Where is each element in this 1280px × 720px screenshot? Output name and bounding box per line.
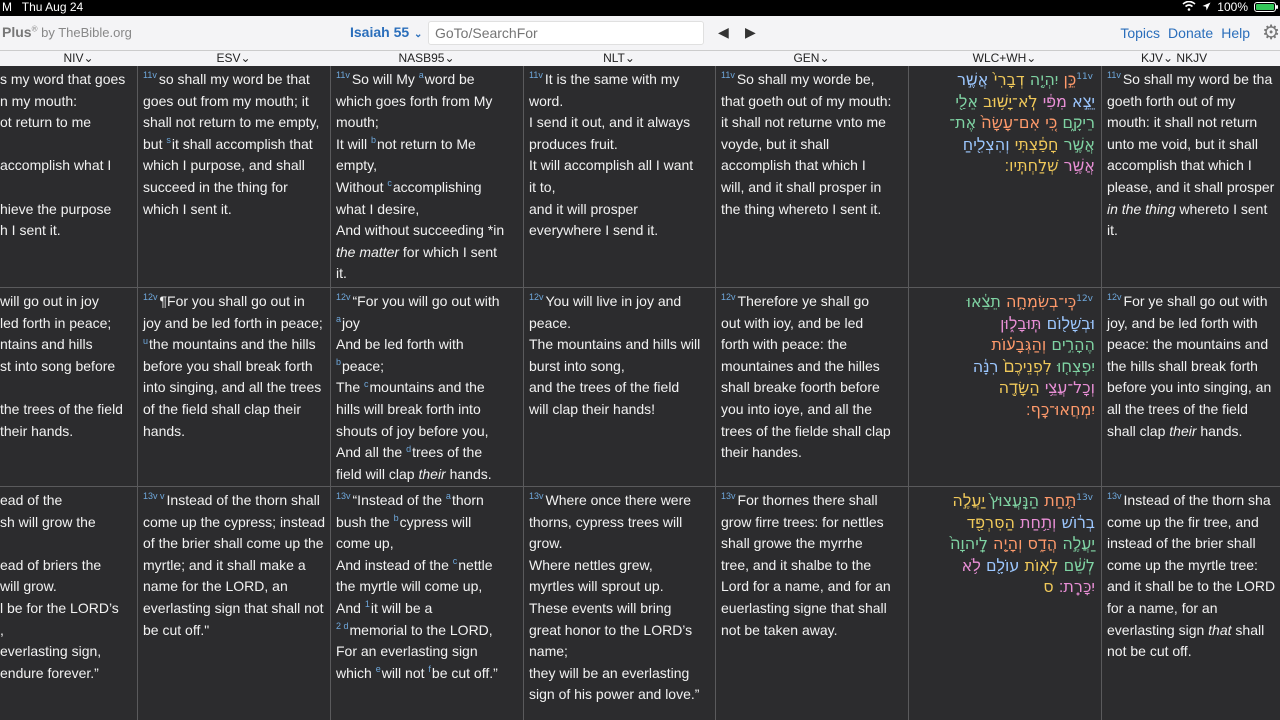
hebrew-word[interactable]: לַֽיהוָה֙ bbox=[950, 534, 988, 554]
verse-line: which $^e$will not $^f$be cut off.” bbox=[336, 664, 498, 681]
hebrew-word[interactable]: וְהַגְּבָע֗וֹת bbox=[991, 335, 1047, 355]
verse-line: name; bbox=[529, 643, 568, 660]
verse-line: and it will prosper bbox=[529, 200, 638, 217]
italic-text: the matter bbox=[336, 243, 400, 260]
verse-line: everywhere I send it. bbox=[529, 222, 659, 239]
verse-line: I send it out, and it always bbox=[529, 114, 691, 131]
hebrew-word[interactable]: וּבְשָׁל֖וֹם bbox=[1046, 313, 1095, 333]
chapter-label: Isaiah 55 bbox=[350, 24, 410, 40]
parallel-grid bbox=[0, 66, 1280, 720]
verse-line: peace: the mountains and bbox=[1107, 336, 1269, 353]
verse-line: unto me void, but it shall bbox=[1107, 135, 1258, 152]
verse-line: it. bbox=[1107, 222, 1118, 239]
nlt-verse-11 bbox=[524, 66, 715, 287]
hebrew-word[interactable]: וְתַ֥חַת bbox=[1020, 512, 1057, 532]
verse-line bbox=[914, 69, 1095, 91]
verse-line: Lord for a name, and for an bbox=[721, 578, 891, 595]
verse-line: $^{13v}$ Where once there were bbox=[529, 491, 692, 508]
verse-line: endure forever.” bbox=[0, 664, 99, 681]
verse-line bbox=[0, 533, 133, 555]
toolbar-links bbox=[1120, 25, 1250, 41]
hebrew-word[interactable]: יֵצֵ֣א bbox=[1072, 91, 1095, 111]
verse-number[interactable]: 13v bbox=[1076, 492, 1093, 503]
verse-line: accomplish that which I bbox=[1107, 157, 1252, 174]
hebrew-word[interactable]: יִמְחֲאוּ־כָֽף׃ bbox=[1025, 399, 1095, 419]
column-wlc-wh bbox=[908, 66, 1101, 720]
verse-number[interactable]: 12v bbox=[529, 292, 544, 303]
verse-number[interactable]: 11v bbox=[143, 70, 157, 81]
footnote-marker[interactable]: d bbox=[406, 443, 412, 454]
chevron-down-icon: ⌄ bbox=[414, 29, 423, 40]
help-link[interactable]: Help bbox=[1221, 25, 1250, 41]
hebrew-word[interactable]: כֵּ֣ן bbox=[1063, 70, 1077, 89]
footnote-marker[interactable]: u bbox=[143, 335, 149, 346]
verse-line: euerlasting signe that shall bbox=[721, 599, 887, 616]
pilcrow: ¶ bbox=[159, 293, 168, 309]
app-toolbar bbox=[0, 16, 1280, 50]
verse-line: $^{12v}$ You will live in joy and bbox=[529, 292, 682, 309]
verse-line: These events will bring bbox=[529, 599, 672, 616]
verse-line bbox=[914, 399, 1095, 421]
verse-line: come up the fir tree, and bbox=[1107, 513, 1259, 530]
verse-line: it shall not returne vnto me bbox=[721, 114, 886, 131]
verse-line: their handes. bbox=[721, 444, 802, 461]
column-esv bbox=[137, 66, 330, 720]
verse-line: you into ioye, and all the bbox=[721, 400, 872, 417]
hebrew-word[interactable]: בְר֔וֹשׁ bbox=[1061, 512, 1095, 532]
verse-line: mouth: it shall not return bbox=[1107, 114, 1258, 131]
verse-line: which goes forth from My bbox=[336, 92, 493, 109]
verse-line: $^{2 d}$memorial to the LORD, bbox=[336, 620, 493, 638]
gen-verse-13 bbox=[716, 486, 908, 720]
verse-line: field will clap their hands. bbox=[336, 465, 492, 482]
kjv-verse-12 bbox=[1102, 287, 1280, 486]
column-gen bbox=[715, 66, 908, 720]
wlc-verse-12 bbox=[909, 287, 1101, 486]
verse-line: it. bbox=[336, 265, 347, 282]
verse-number[interactable]: 13v v bbox=[143, 491, 165, 502]
verse-line bbox=[914, 313, 1095, 335]
hebrew-word[interactable]: לֹֽא־יָשׁ֥וּב bbox=[983, 91, 1038, 111]
nlt-verse-12 bbox=[524, 287, 715, 486]
hebrew-word[interactable]: תַּ֤חַת bbox=[1044, 491, 1077, 510]
verse-line: sign of his power and love.” bbox=[529, 686, 700, 703]
verse-line: before you into singing, an bbox=[1107, 379, 1272, 396]
verse-line bbox=[914, 490, 1095, 512]
verse-line: $^a$joy bbox=[336, 313, 360, 331]
hebrew-word[interactable]: תֵצֵ֔אוּ bbox=[966, 292, 1001, 311]
verse-line: $^{12v}$ Therefore ye shall go bbox=[721, 292, 870, 309]
nasb-verse-12 bbox=[331, 287, 523, 486]
verse-text: it shall accomplish that which I purpose, and shall succeed in the thing for which I sent it. bbox=[143, 135, 313, 217]
verse-line: word. bbox=[529, 92, 564, 109]
verse-line bbox=[914, 377, 1095, 399]
verse-line: shall growe the myrrhe bbox=[721, 535, 863, 552]
verse-text: For you shall go out in joy and be led forth in peace; bbox=[143, 293, 323, 331]
verse-line: $^{12v}$ For ye shall go out with bbox=[1107, 292, 1268, 309]
verse-line: $^{12v}$ “For you will go out with bbox=[336, 292, 500, 309]
hebrew-word[interactable]: ס bbox=[1043, 577, 1054, 597]
version-headers bbox=[0, 50, 1280, 66]
verse-number[interactable]: 11v bbox=[721, 70, 735, 81]
hebrew-word[interactable]: הֲדַ֑ס bbox=[1027, 534, 1058, 554]
hebrew-word[interactable]: לֹ֥א bbox=[961, 555, 981, 575]
verse-line bbox=[0, 177, 133, 199]
verse-line: peace. bbox=[529, 314, 572, 331]
hebrew-word[interactable]: אִם־עָשָׂה֙ bbox=[981, 113, 1041, 133]
footnote-marker[interactable]: e bbox=[375, 664, 381, 675]
verse-line bbox=[914, 576, 1095, 598]
hebrew-word[interactable]: לְשֵׁ֔ם bbox=[1063, 555, 1095, 575]
hebrew-word[interactable]: יִכָּרֵֽת׃ bbox=[1058, 577, 1095, 597]
verse-line: h I sent it. bbox=[0, 222, 61, 239]
hebrew-word[interactable]: וְהָיָ֤ה bbox=[993, 534, 1023, 554]
niv-verse-11 bbox=[0, 66, 137, 287]
verse-line bbox=[914, 291, 1095, 313]
wlc-verse-11 bbox=[909, 66, 1101, 287]
hebrew-word[interactable]: אֲשֶׁ֣ר bbox=[956, 70, 989, 89]
status-left bbox=[2, 0, 83, 14]
hebrew-word[interactable]: תּֽוּבָל֑וּן bbox=[1000, 313, 1042, 333]
verse-line: the thing whereto I sent it. bbox=[721, 200, 882, 217]
verse-line: not be cut off. bbox=[1107, 643, 1192, 660]
verse-number[interactable]: 13v bbox=[1107, 491, 1122, 502]
italic-text: their bbox=[1169, 422, 1197, 439]
verse-line: they will be an everlasting bbox=[529, 664, 690, 681]
hebrew-word[interactable]: הַסִּרְפַּ֖ד bbox=[966, 512, 1015, 532]
verse-line: everlasting sign, bbox=[0, 643, 102, 660]
verse-text: so shall my word be that goes out from my mouth; it shall not return to me empty, but bbox=[143, 71, 320, 152]
hebrew-word[interactable]: הֶהָרִ֣ים bbox=[1051, 335, 1095, 355]
verse-line: trees of the fielde shall clap bbox=[721, 422, 891, 439]
verse-line bbox=[0, 134, 133, 156]
kjv-verse-13 bbox=[1102, 486, 1280, 720]
verse-line bbox=[914, 512, 1095, 534]
verse-line: And without succeeding *in bbox=[336, 222, 505, 239]
brand-registered: ® bbox=[31, 24, 38, 34]
verse-line: everlasting sign that shall bbox=[1107, 621, 1265, 638]
nasb-verse-13 bbox=[331, 486, 523, 720]
hebrew-word[interactable]: כִּֽי־בְשִׂמְחָ֣ה bbox=[1005, 292, 1077, 311]
verse-line: hieve the purpose bbox=[0, 200, 112, 217]
verse-line: will, and it shall prosper in bbox=[721, 178, 882, 195]
hebrew-word[interactable]: אֵלַ֖י bbox=[955, 91, 979, 111]
verse-line: , bbox=[0, 621, 4, 638]
hebrew-word[interactable]: יַעֲלֶ֣ה bbox=[1062, 534, 1095, 554]
verse-line bbox=[0, 377, 133, 399]
hebrew-word[interactable]: אֲשֶׁ֥ר bbox=[1063, 156, 1095, 176]
hebrew-word[interactable]: מִפִּ֔י bbox=[1042, 91, 1067, 111]
verse-line: produces fruit. bbox=[529, 135, 618, 152]
verse-line: empty, bbox=[336, 157, 377, 174]
verse-line: joy, and be led forth with bbox=[1107, 314, 1258, 331]
esv-verse-13 bbox=[138, 486, 330, 720]
verse-line: s my word that goes bbox=[0, 71, 126, 87]
footnote-marker[interactable]: b bbox=[371, 135, 377, 146]
hebrew-word[interactable]: יִפְצְח֤וּ bbox=[1057, 356, 1095, 376]
hebrew-word[interactable]: הַנַּֽעֲצוּץ֙ bbox=[990, 491, 1040, 510]
verse-line: grow firre trees: for nettles bbox=[721, 513, 884, 530]
hebrew-word[interactable]: הַשָּׂדֶ֖ה bbox=[998, 378, 1040, 398]
verse-line bbox=[914, 91, 1095, 113]
column-niv bbox=[0, 66, 137, 720]
footnote-marker[interactable]: s bbox=[166, 135, 171, 146]
verse-line: voyde, but it shall bbox=[721, 135, 830, 152]
italic-text: their bbox=[418, 465, 446, 482]
location-icon bbox=[1202, 0, 1211, 14]
footnote-marker[interactable]: a bbox=[445, 491, 451, 502]
verse-line bbox=[914, 356, 1095, 378]
hebrew-word[interactable]: לְא֥וֹת bbox=[1024, 555, 1059, 575]
verse-line: The mountains and hills will bbox=[529, 336, 701, 353]
verse-line: And all the $^d$trees of the bbox=[336, 443, 483, 461]
verse-text: Instead of the thorn shall come up the cypress; instead of the brier shall come up the myrtle; and it shall make a name for the LORD, an everlasting sign that shall not be cut off." bbox=[143, 492, 326, 638]
verse-line: the trees of the field bbox=[0, 400, 123, 417]
verse-line: will grow. bbox=[0, 578, 57, 595]
version-esv[interactable]: ESV⌄ bbox=[216, 51, 251, 65]
hebrew-word[interactable]: דְבָרִי֙ bbox=[993, 70, 1025, 89]
verse-line: $^{11v}$ It is the same with my bbox=[529, 70, 680, 87]
verse-line: will clap their hands! bbox=[529, 400, 656, 417]
verse-number[interactable]: 12v bbox=[1076, 293, 1093, 304]
chapter-selector[interactable] bbox=[350, 24, 422, 40]
verse-line: l be for the LORD’s bbox=[0, 599, 119, 616]
verse-line: It will $^b$not return to Me bbox=[336, 135, 476, 152]
verse-line: $^{13v}$ “Instead of the $^a$thorn bbox=[336, 491, 484, 508]
hebrew-word[interactable]: יִהְיֶ֤ה bbox=[1029, 70, 1059, 89]
version-niv[interactable]: NIV⌄ bbox=[63, 51, 94, 65]
verse-line: that goeth out of my mouth: bbox=[721, 92, 892, 109]
verse-number[interactable]: 11v bbox=[336, 70, 350, 81]
verse-line: $^{11v}$ So will My $^a$word be bbox=[336, 70, 475, 87]
verse-line: not be taken away. bbox=[721, 621, 838, 638]
verse-line bbox=[914, 334, 1095, 356]
verse-line: the hills shall break forth bbox=[1107, 357, 1258, 374]
niv-verse-12 bbox=[0, 287, 137, 486]
verse-number[interactable]: 12v bbox=[143, 292, 158, 303]
hebrew-word[interactable]: רִנָּ֔ה bbox=[972, 356, 999, 376]
verse-line bbox=[914, 155, 1095, 177]
verse-number[interactable]: 12v bbox=[336, 292, 351, 303]
verse-line: accomplish that which I bbox=[721, 157, 866, 174]
verse-line: And be led forth with bbox=[336, 336, 464, 353]
verse-line: shall breake foorth before bbox=[721, 379, 880, 396]
hebrew-word[interactable]: עוֹלָ֖ם bbox=[985, 555, 1020, 575]
verse-number[interactable]: 12v bbox=[1107, 292, 1122, 303]
version-nlt[interactable]: NLT⌄ bbox=[603, 51, 635, 65]
verse-line: bush the $^b$cypress will bbox=[336, 512, 472, 530]
status-right bbox=[1182, 0, 1276, 14]
gear-icon[interactable]: ⚙ bbox=[1262, 22, 1280, 44]
hebrew-word[interactable]: כִּ֚י bbox=[1045, 113, 1058, 133]
verse-line: Without $^c$accomplishing bbox=[336, 178, 482, 195]
previous-chapter-icon[interactable]: ◀ bbox=[718, 24, 729, 40]
verse-line: led forth in peace; bbox=[0, 314, 112, 331]
verse-line: $^b$peace; bbox=[336, 357, 385, 374]
column-nlt bbox=[523, 66, 715, 720]
footnote-marker[interactable]: a bbox=[336, 313, 342, 324]
verse-line: their hands. bbox=[0, 422, 74, 439]
verse-line: ead of the bbox=[0, 492, 63, 508]
verse-line bbox=[914, 533, 1095, 555]
verse-line: all the trees of the field bbox=[1107, 400, 1248, 417]
gen-verse-11 bbox=[716, 66, 908, 287]
verse-line: and the trees of the field bbox=[529, 379, 680, 396]
verse-line: $^{13v}$ Instead of the thorn sha bbox=[1107, 491, 1271, 508]
verse-line: ntains and hills bbox=[0, 336, 93, 353]
verse-line: $^{11v}$ So shall my worde be, bbox=[721, 70, 875, 87]
verse-line: goeth forth out of my bbox=[1107, 92, 1236, 109]
verse-line: come up the myrtle tree: bbox=[1107, 556, 1258, 573]
hebrew-word[interactable]: חָפַ֔צְתִּי bbox=[1014, 134, 1059, 154]
verse-line: sh will grow the bbox=[0, 513, 96, 530]
italic-text: that bbox=[1208, 621, 1232, 638]
verse-line: please, and it shall prosper bbox=[1107, 178, 1275, 195]
brand-byline: by TheBible.org bbox=[37, 25, 132, 40]
verse-line: burst into song, bbox=[529, 357, 625, 374]
hebrew-word[interactable]: שְׁלַחְתִּֽיו׃ bbox=[1004, 156, 1059, 176]
verse-line: thorns, cypress trees will bbox=[529, 513, 683, 530]
version-wlc-wh[interactable]: WLC+WH⌄ bbox=[972, 51, 1037, 65]
verse-line bbox=[914, 134, 1095, 156]
verse-line: shouts of joy before you, bbox=[336, 422, 489, 439]
donate-link[interactable]: Donate bbox=[1168, 25, 1214, 41]
verse-line: Where nettles grew, bbox=[529, 556, 653, 573]
wlc-verse-13 bbox=[909, 486, 1101, 720]
gen-verse-12 bbox=[716, 287, 908, 486]
verse-line: for a name, for an bbox=[1107, 599, 1218, 616]
footnote-marker[interactable]: c bbox=[364, 378, 369, 389]
verse-line: $^{13v}$ For thornes there shall bbox=[721, 491, 878, 508]
verse-line: ot return to me bbox=[0, 114, 92, 131]
verse-line: the myrtle will come up, bbox=[336, 578, 483, 595]
footnote-marker[interactable]: b bbox=[336, 357, 342, 368]
verse-line: st into song before bbox=[0, 357, 116, 374]
esv-verse-11 bbox=[138, 66, 330, 287]
verse-line: will go out in joy bbox=[0, 293, 99, 309]
hebrew-word[interactable]: רֵיקָ֑ם bbox=[1062, 113, 1095, 133]
verse-number[interactable]: 11v bbox=[1076, 71, 1093, 82]
verse-line: it to, bbox=[529, 178, 556, 195]
search-input[interactable] bbox=[428, 21, 704, 45]
status-date: Thu Aug 24 bbox=[21, 0, 84, 14]
hebrew-word[interactable]: לִפְנֵיכֶם֙ bbox=[1003, 356, 1052, 376]
hebrew-word[interactable]: אֲשֶׁ֣ר bbox=[1063, 134, 1095, 154]
footnote-marker[interactable]: f bbox=[428, 664, 431, 675]
footnote-marker[interactable]: a bbox=[418, 70, 424, 81]
verse-line: the matter for which I sent bbox=[336, 243, 498, 260]
verse-line: accomplish what I bbox=[0, 157, 112, 174]
wifi-icon bbox=[1182, 0, 1196, 14]
version-gen[interactable]: GEN⌄ bbox=[793, 51, 830, 65]
verse-line bbox=[914, 112, 1095, 134]
verse-line bbox=[914, 555, 1095, 577]
footnote-marker[interactable]: 1 bbox=[364, 599, 370, 610]
verse-line: myrtles will sprout up. bbox=[529, 578, 664, 595]
verse-line: out with ioy, and be led bbox=[721, 314, 864, 331]
verse-line: And instead of the $^c$nettle bbox=[336, 556, 493, 573]
version-kjv-nkjv[interactable]: KJV⌄ NKJV bbox=[1141, 51, 1208, 65]
hebrew-word[interactable]: אֶת־ bbox=[949, 113, 977, 133]
verse-number[interactable]: 11v bbox=[1107, 70, 1121, 81]
battery-percent: 100% bbox=[1217, 0, 1248, 14]
footnote-marker[interactable]: c bbox=[387, 178, 392, 189]
column-kjv bbox=[1101, 66, 1280, 720]
verse-line: in the thing whereto I sent bbox=[1107, 200, 1268, 217]
verse-line: and it shall be to the LORD bbox=[1107, 578, 1276, 595]
verse-line: n my mouth: bbox=[0, 92, 78, 109]
verse-line: It will accomplish all I want bbox=[529, 157, 694, 174]
verse-line: great honor to the LORD’s bbox=[529, 621, 693, 638]
verse-line: instead of the brier shall bbox=[1107, 535, 1256, 552]
footnote-marker[interactable]: b bbox=[393, 512, 399, 523]
footnote-marker[interactable]: c bbox=[452, 556, 458, 567]
verse-line: shall clap their hands. bbox=[1107, 422, 1243, 439]
verse-line: tree, and it shalbe to the bbox=[721, 556, 872, 573]
verse-number[interactable]: 12v bbox=[721, 292, 736, 303]
battery-icon bbox=[1254, 2, 1276, 12]
verse-line: hills will break forth into bbox=[336, 400, 481, 417]
nasb-verse-11 bbox=[331, 66, 523, 287]
verse-line: what I desire, bbox=[336, 200, 420, 217]
footnote-marker[interactable]: 2 d bbox=[336, 620, 349, 631]
esv-verse-12 bbox=[138, 287, 330, 486]
verse-line: grow. bbox=[529, 535, 563, 552]
nlt-verse-13 bbox=[524, 486, 715, 720]
verse-line: The $^c$mountains and the bbox=[336, 378, 485, 396]
verse-line: forth with peace: the bbox=[721, 336, 848, 353]
brand-name: Plus bbox=[2, 24, 32, 40]
verse-line: come up, bbox=[336, 535, 394, 552]
niv-verse-13 bbox=[0, 486, 137, 720]
version-nasb95[interactable]: NASB95⌄ bbox=[398, 51, 455, 65]
status-bar bbox=[0, 0, 1280, 16]
app-brand bbox=[2, 24, 132, 40]
verse-number[interactable]: 11v bbox=[529, 70, 543, 81]
verse-line: mountaines and the hilles bbox=[721, 357, 880, 374]
next-chapter-icon[interactable]: ▶ bbox=[745, 24, 756, 40]
verse-line: For an everlasting sign bbox=[336, 643, 478, 660]
verse-number[interactable]: 13v bbox=[336, 491, 351, 502]
hebrew-word[interactable]: יַעֲלֶ֣ה bbox=[952, 491, 986, 510]
verse-line: And $^1$it will be a bbox=[336, 599, 433, 616]
hebrew-word[interactable]: וְהִצְלִ֖יחַ bbox=[962, 134, 1010, 154]
verse-line: mouth; bbox=[336, 114, 379, 131]
verse-number[interactable]: 13v bbox=[721, 491, 736, 502]
verse-text: the mountains and the hills before you shall break forth into singing, and all the trees of the field shall clap their hands. bbox=[143, 336, 322, 439]
status-time: M bbox=[2, 0, 12, 14]
column-nasb95 bbox=[330, 66, 523, 720]
verse-line: ead of briers the bbox=[0, 556, 102, 573]
italic-text: in the thing bbox=[1107, 200, 1176, 217]
verse-number[interactable]: 13v bbox=[529, 491, 544, 502]
topics-link[interactable]: Topics bbox=[1120, 25, 1161, 41]
kjv-verse-11 bbox=[1102, 66, 1280, 287]
hebrew-word[interactable]: וְכָל־עֲצֵ֥י bbox=[1044, 378, 1095, 398]
verse-line: $^{11v}$ So shall my word be tha bbox=[1107, 70, 1273, 87]
